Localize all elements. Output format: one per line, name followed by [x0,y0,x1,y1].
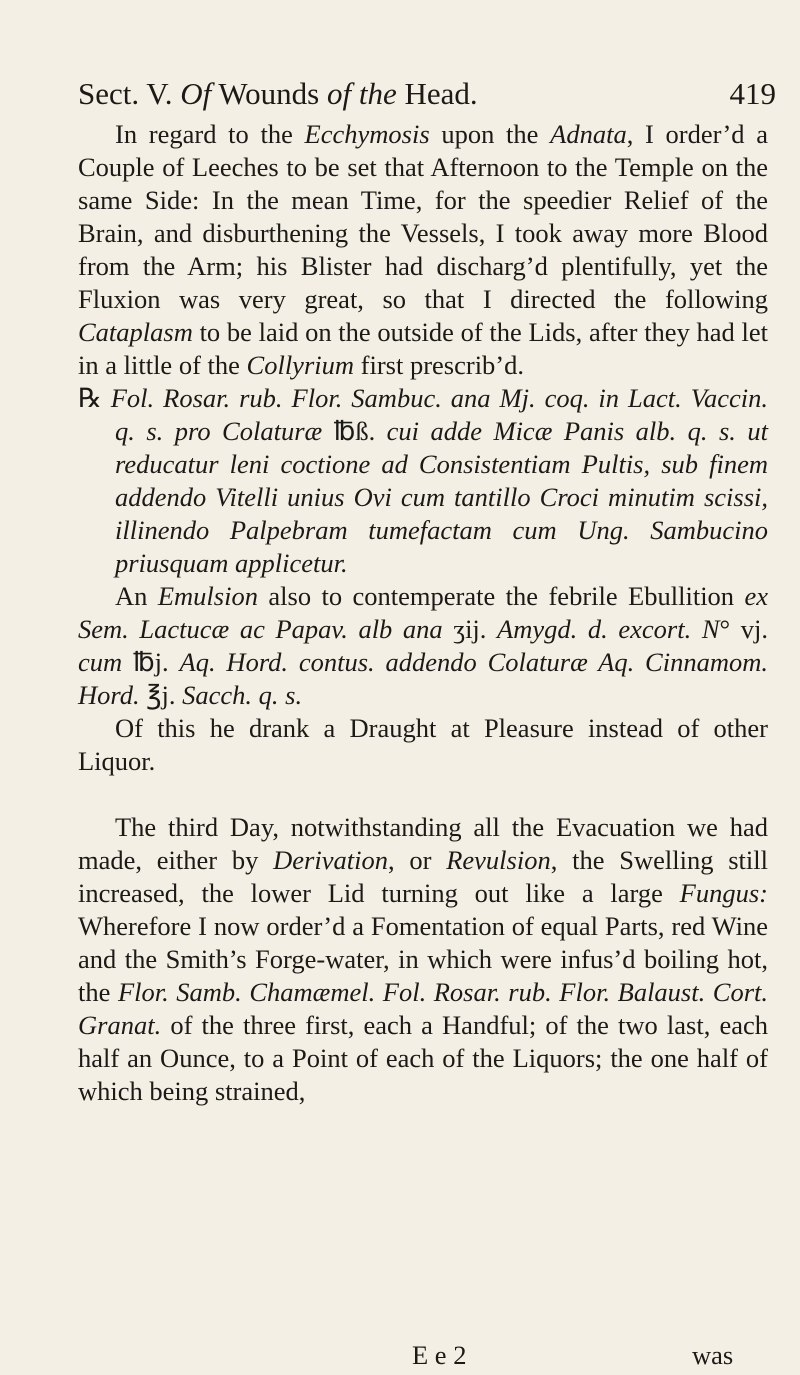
italic-run: Derivation [273,845,388,875]
text-run: of the three first, each a Handful; of the two last, each half an Ounce, to a Point of each of the Liquors; the one half of which being strained, [78,1010,768,1106]
italic-run: Revulsion [446,845,551,875]
paragraph-third-day [78,811,768,1108]
text-run: Of this he drank a Draught at Pleasure instead of other Liquor. [78,713,768,776]
italic-run: Fol. Rosar. rub. Flor. Sambuc. ana Mj. coq. in Lact. Vaccin. q. s. pro Colaturæ [110,383,768,446]
text-run: ℥j. [139,680,183,710]
italic-run: Collyrium [246,350,355,380]
italic-run: Flor. Samb. Chamæmel. Fol. Rosar. rub. Flor. Balaust. Cort. Granat. [78,977,769,1040]
italic-run: cum [78,647,123,677]
italic-run: Emulsion [157,581,258,611]
text-run: also to contemperate the febrile Ebullition [257,581,745,611]
catchword: was [692,1340,734,1370]
italic-run: Cataplasm [78,317,193,347]
paragraph-draught [78,712,768,778]
paragraph-cataplasm-recipe [78,382,768,580]
page-footer [0,1340,800,1370]
page-body [78,118,768,1108]
text-run: to be laid on the outside of the Lids, after they had let in a little of the [78,317,768,380]
italic-run: Adnata [550,119,627,149]
text-run: , the Swelling still increased, the lower Lid turning out like a large [78,845,768,908]
italic-run: cui adde Micæ Panis alb. q. s. ut reducatur leni coctione ad Consistentiam Pultis, sub finem addendo Vitelli unius Ovi cum tantillo Croci minutim scissi, illinendo Palpebram tumefactam cum Ung. Sambucino priusquam applicetur. [115,416,768,578]
title-wounds: Wounds [218,76,320,111]
text-run: The third Day, notwithstanding all the Evacuation we had made, either by [78,812,768,875]
text-run: Wherefore I now order’d a Fomentation of equal Parts, red Wine and the Smith’s Forge-water, in which were infus’d boiling hot, the [78,911,768,1007]
header-title [78,74,478,114]
text-run: ℔ß. [322,416,387,446]
text-run: , or [387,845,447,875]
text-run: ʒij. [442,614,498,644]
page-number: 419 [729,76,776,111]
text-run: ℔j. [122,647,180,677]
section-label: Sect. V. [78,76,173,111]
italic-run: Amygd. d. excort. N [497,614,720,644]
text-run: ℞ [78,383,111,413]
title-of: Of [180,76,212,111]
italic-run: Sacch. q. s. [182,680,303,710]
italic-run: Aq. Hord. contus. addendo Colaturæ Aq. Cinnamom. Hord. [78,647,768,710]
text-run: , I order’d a Couple of Leeches to be set that Afternoon to the Temple on the same Side: In the mean Time, for the speedier Relief of the Brain, and disburthening the Vessels, I took away more Blood from the Arm; his Blister had discharg’d plentifully, yet the Fluxion was very great, so that I directed the following [78,119,768,314]
text-run: ° vj. [719,614,768,644]
text-run: In regard to the [115,119,305,149]
italic-run: Fungus: [679,878,768,908]
text-run: upon the [429,119,551,149]
text-run: first prescrib’d. [354,350,525,380]
title-of-the: of the [327,76,397,111]
italic-run: ex Sem. Lactucæ ac Papav. alb ana [78,581,769,644]
paragraph-ecchymosis [78,118,768,382]
text-run: An [115,581,158,611]
paragraph-emulsion [78,580,768,712]
running-header [78,74,776,114]
title-head: Head. [404,76,478,111]
italic-run: Ecchymosis [304,119,430,149]
signature-mark: E e 2 [412,1340,467,1370]
